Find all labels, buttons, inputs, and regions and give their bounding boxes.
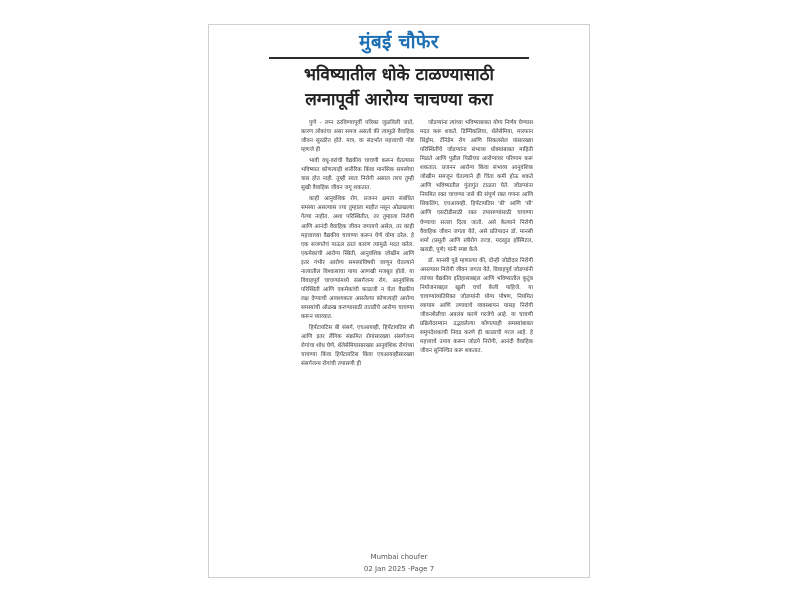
paragraph: काही आनुवंशिक रोग, प्रजनन क्षमता संबंधित समस्या असल्यास ज्या तुम्हाला माहीत नसून ओळखल्या गेल्या नाहीत. अशा परिस्थितीत, तर तुम्हाला निरोगी आणि आनंदी वैवाहिक जीवन जगायचे असेल, तर काही महत्त्वाच्या वैद्यकीय चाचण्या करून घेणे योग्य ठरेल. हे एक सजगतेचं पाऊल ठरतं कारण त्यामुळे मदत करेल. एकमेकांची आरोग्य स्थिती, आनुवंशिक जोखीम आणि इतर गंभीर आरोग्य समस्यांविषयी जाणून घेतल्याने नात्यातील विश्वासाचा पाया आणखी मजबूत होतो. या विवाहपूर्व चाचण्यांमध्ये संसर्गजन्य रोग, आनुवंशिक परिस्थिती आणि एकमेकांची काळजी न घेता वैद्यकीय लक्ष देण्याची आवश्यकता असलेल्या कोणत्याही आरोग्य समस्यांची ओळख करण्यासाठी तातडीचे आरोग्य चाचण्या करून घ्याव्यात. bbox=[301, 196, 414, 320]
newspaper-clipping bbox=[208, 24, 590, 578]
paragraph: हिपॅटायटिस बी संसर्ग, एचआयव्ही, हिपॅटायटिस सी आणि इतर लैंगिक संक्रमित रोगांसारख्या संसर्गजन्य रोगांचा शोध घेणे, थॅलेसेमियासारख्या आनुवंशिक रोगांच्या चाचण्या किंवा हिपॅटायटिस किंवा एचआयव्हीसारख्या संसर्गजन्य रोगांची तपासणी ही bbox=[301, 325, 414, 368]
article-column-1 bbox=[301, 119, 414, 543]
article-body bbox=[301, 119, 533, 543]
paragraph: पुणे - लग्न ठरविण्यापूर्वी पत्रिका जुळविली जाते, कारण लोकांचा असा समज असतो की त्यामुळे वैवाहिक जीवन सुरळीत होते. मात्र, या संदर्भात महत्त्वाची गोष्ट म्हणजे ही bbox=[301, 120, 414, 154]
headline-line-1: भविष्यातील धोके टाळण्यासाठी bbox=[304, 65, 494, 85]
masthead: मुंबई चौफेर bbox=[359, 31, 439, 53]
masthead-rule bbox=[269, 57, 529, 59]
dateline: 02 Jan 2025 -Page 7 bbox=[363, 565, 435, 573]
headline-line-2: लग्नापूर्वी आरोग्य चाचण्या करा bbox=[305, 90, 493, 110]
clipping-footer bbox=[209, 551, 589, 575]
paragraph: भावी वधू-वरांची वैद्यकीय चाचणी करून घेतल्यास भविष्यात कोणत्याही शारीरिक किंवा मानसिक समस्येचा त्रास होत नाही. तुम्ही स्वतः निरोगी असाल तरच तुम्ही सुखी वैवाहिक जीवन जगू शकतात. bbox=[301, 158, 414, 192]
headline bbox=[223, 63, 575, 113]
source-name: Mumbai choufer bbox=[370, 553, 428, 561]
article-column-2 bbox=[420, 119, 533, 543]
paragraph: जोडप्यांना त्यांच्या भविष्याबाबत योग्य निर्णय घेण्यास मदत करू शकते. डिम्पिंकलिया, थॅलेसेमिया, मारफान सिंड्रोम, टॅनिंडेम रोग आणि सिकलसेल यांसारख्या परिस्थितींचे जोडप्यांना संभाव्य धोक्यांबाबत माहिती मिळते आणि पुढील पिढीच्या आरोग्यावर परिणाम करू शकतात. प्रजनन आरोग्य किंवा संभाव्य आनुवंशिक जोखीम समजून घेतल्याने ही चिंता कमी होऊ शकते आणि भविष्यातील गुंतागुंत टाळता येते. जोडप्यांना नियमित रक्त चाचण्या जसे की संपूर्ण रक्त गणना आणि सिकलिंग, एचआयव्ही, हिपॅटायटिस 'बी' आणि 'सी' आणि एसटीडीसाठी रक्त तपासण्यांसाठी चाचण्या घेण्याचा सल्ला दिला जातो. असे केल्याने निरोगी वैवाहिक जीवन जगता येते, असे प्रतिपादन डॉ. मानसी शर्मा (प्रसूती आणि स्त्रीरोग तज्ज्ञ, मदरहुड हॉस्पिटल, खराडी, पुणे) यांनी स्पष्ट केले. bbox=[420, 120, 533, 253]
paragraph: डॉ. मानसी पुढे म्हणाल्या की, दोन्ही जोडीदार निरोगी असल्यास निरोगी जीवन जगता येते. विवाहपूर्व जोडप्यांनी त्यांच्या वैद्यकीय इतिहासाबद्दल आणि भविष्यातील कुटुंब नियोजनाबद्दल खुली चर्चा केली पाहिजे. या चाचण्यांव्यतिरिक्त जोडप्यांनी योग्य पोषण, नियमित व्यायाम आणि तणावाचे व्यवस्थापन यासह निरोगी जीवनशैलीचा अवलंब करणे गरजेचे आहे. या चाचणी प्रक्रियेदरम्यान उद्भवलेल्या कोणत्याही समस्यांबाबत समुपदेशकाची निवड करणे ही काळाची गरज आहे. हे महत्त्वाचे उपाय करून जोडपे निरोगी, आनंदी वैवाहिक जीवन सुनिश्चित करू शकतात. bbox=[420, 257, 533, 355]
